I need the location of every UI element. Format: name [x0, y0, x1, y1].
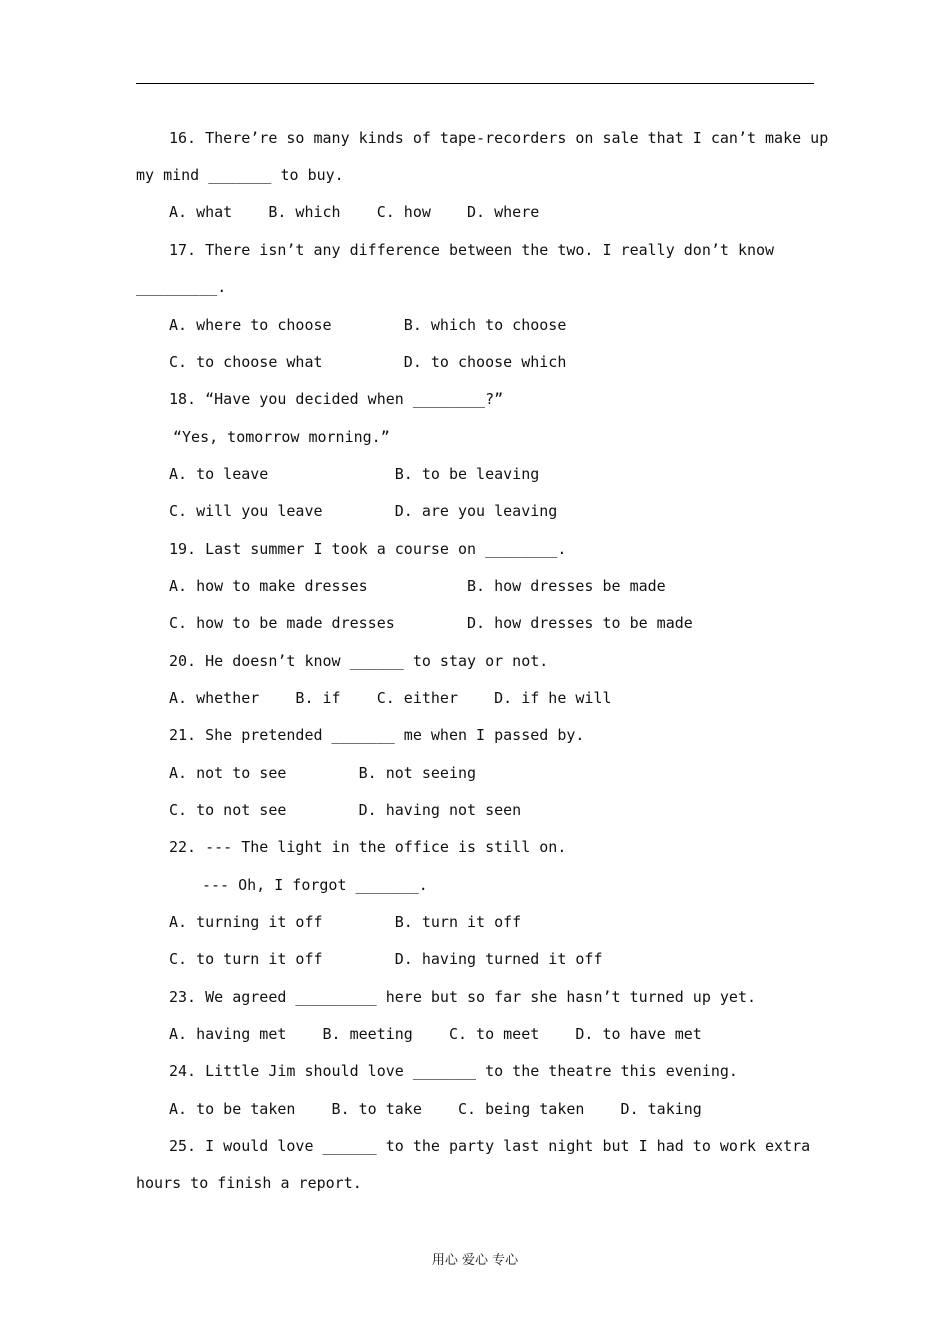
question-18-options-ab: A. to leave B. to be leaving — [169, 465, 540, 483]
question-18-options-cd: C. will you leave D. are you leaving — [169, 502, 558, 520]
question-21-options-cd: C. to not see D. having not seen — [169, 801, 522, 819]
question-21-line-1: 21. She pretended _______ me when I passed by. — [169, 726, 585, 744]
question-20-options: A. whether B. if C. either D. if he will — [169, 689, 612, 707]
question-18-line-2: “Yes, tomorrow morning.” — [173, 428, 390, 446]
header-rule — [136, 83, 814, 84]
page-footer: 用心 爱心 专心 — [431, 1253, 519, 1268]
question-23-line-1: 23. We agreed _________ here but so far she hasn’t turned up yet. — [169, 988, 756, 1006]
question-19-options-cd: C. how to be made dresses D. how dresses to be made — [169, 614, 693, 632]
question-24-options: A. to be taken B. to take C. being taken D. taking — [169, 1100, 702, 1118]
question-22-line-2: --- Oh, I forgot _______. — [202, 876, 428, 894]
question-22-line-1: 22. --- The light in the office is still on. — [169, 838, 567, 856]
question-22-options-ab: A. turning it off B. turn it off — [169, 913, 522, 931]
question-16-line-2: my mind _______ to buy. — [136, 166, 344, 184]
question-22-options-cd: C. to turn it off D. having turned it off — [169, 950, 603, 968]
question-17-options-ab: A. where to choose B. which to choose — [169, 316, 567, 334]
question-17-line-2: _________. — [136, 278, 227, 296]
question-23-options: A. having met B. meeting C. to meet D. to have met — [169, 1025, 702, 1043]
question-16-options: A. what B. which C. how D. where — [169, 203, 540, 221]
question-21-options-ab: A. not to see B. not seeing — [169, 764, 477, 782]
question-17-line-1: 17. There isn’t any difference between the two. I really don’t know — [169, 241, 775, 259]
question-16-line-1: 16. There’re so many kinds of tape-recorders on sale that I can’t make up — [169, 129, 829, 147]
question-19-options-ab: A. how to make dresses B. how dresses be made — [169, 577, 666, 595]
question-25-line-2: hours to finish a report. — [136, 1174, 362, 1192]
question-17-options-cd: C. to choose what D. to choose which — [169, 353, 567, 371]
question-19-line-1: 19. Last summer I took a course on ________. — [169, 540, 567, 558]
question-24-line-1: 24. Little Jim should love _______ to the theatre this evening. — [169, 1062, 738, 1080]
question-20-line-1: 20. He doesn’t know ______ to stay or not. — [169, 652, 549, 670]
question-25-line-1: 25. I would love ______ to the party last night but I had to work extra — [169, 1137, 811, 1155]
question-18-line-1: 18. “Have you decided when ________?” — [169, 390, 504, 408]
